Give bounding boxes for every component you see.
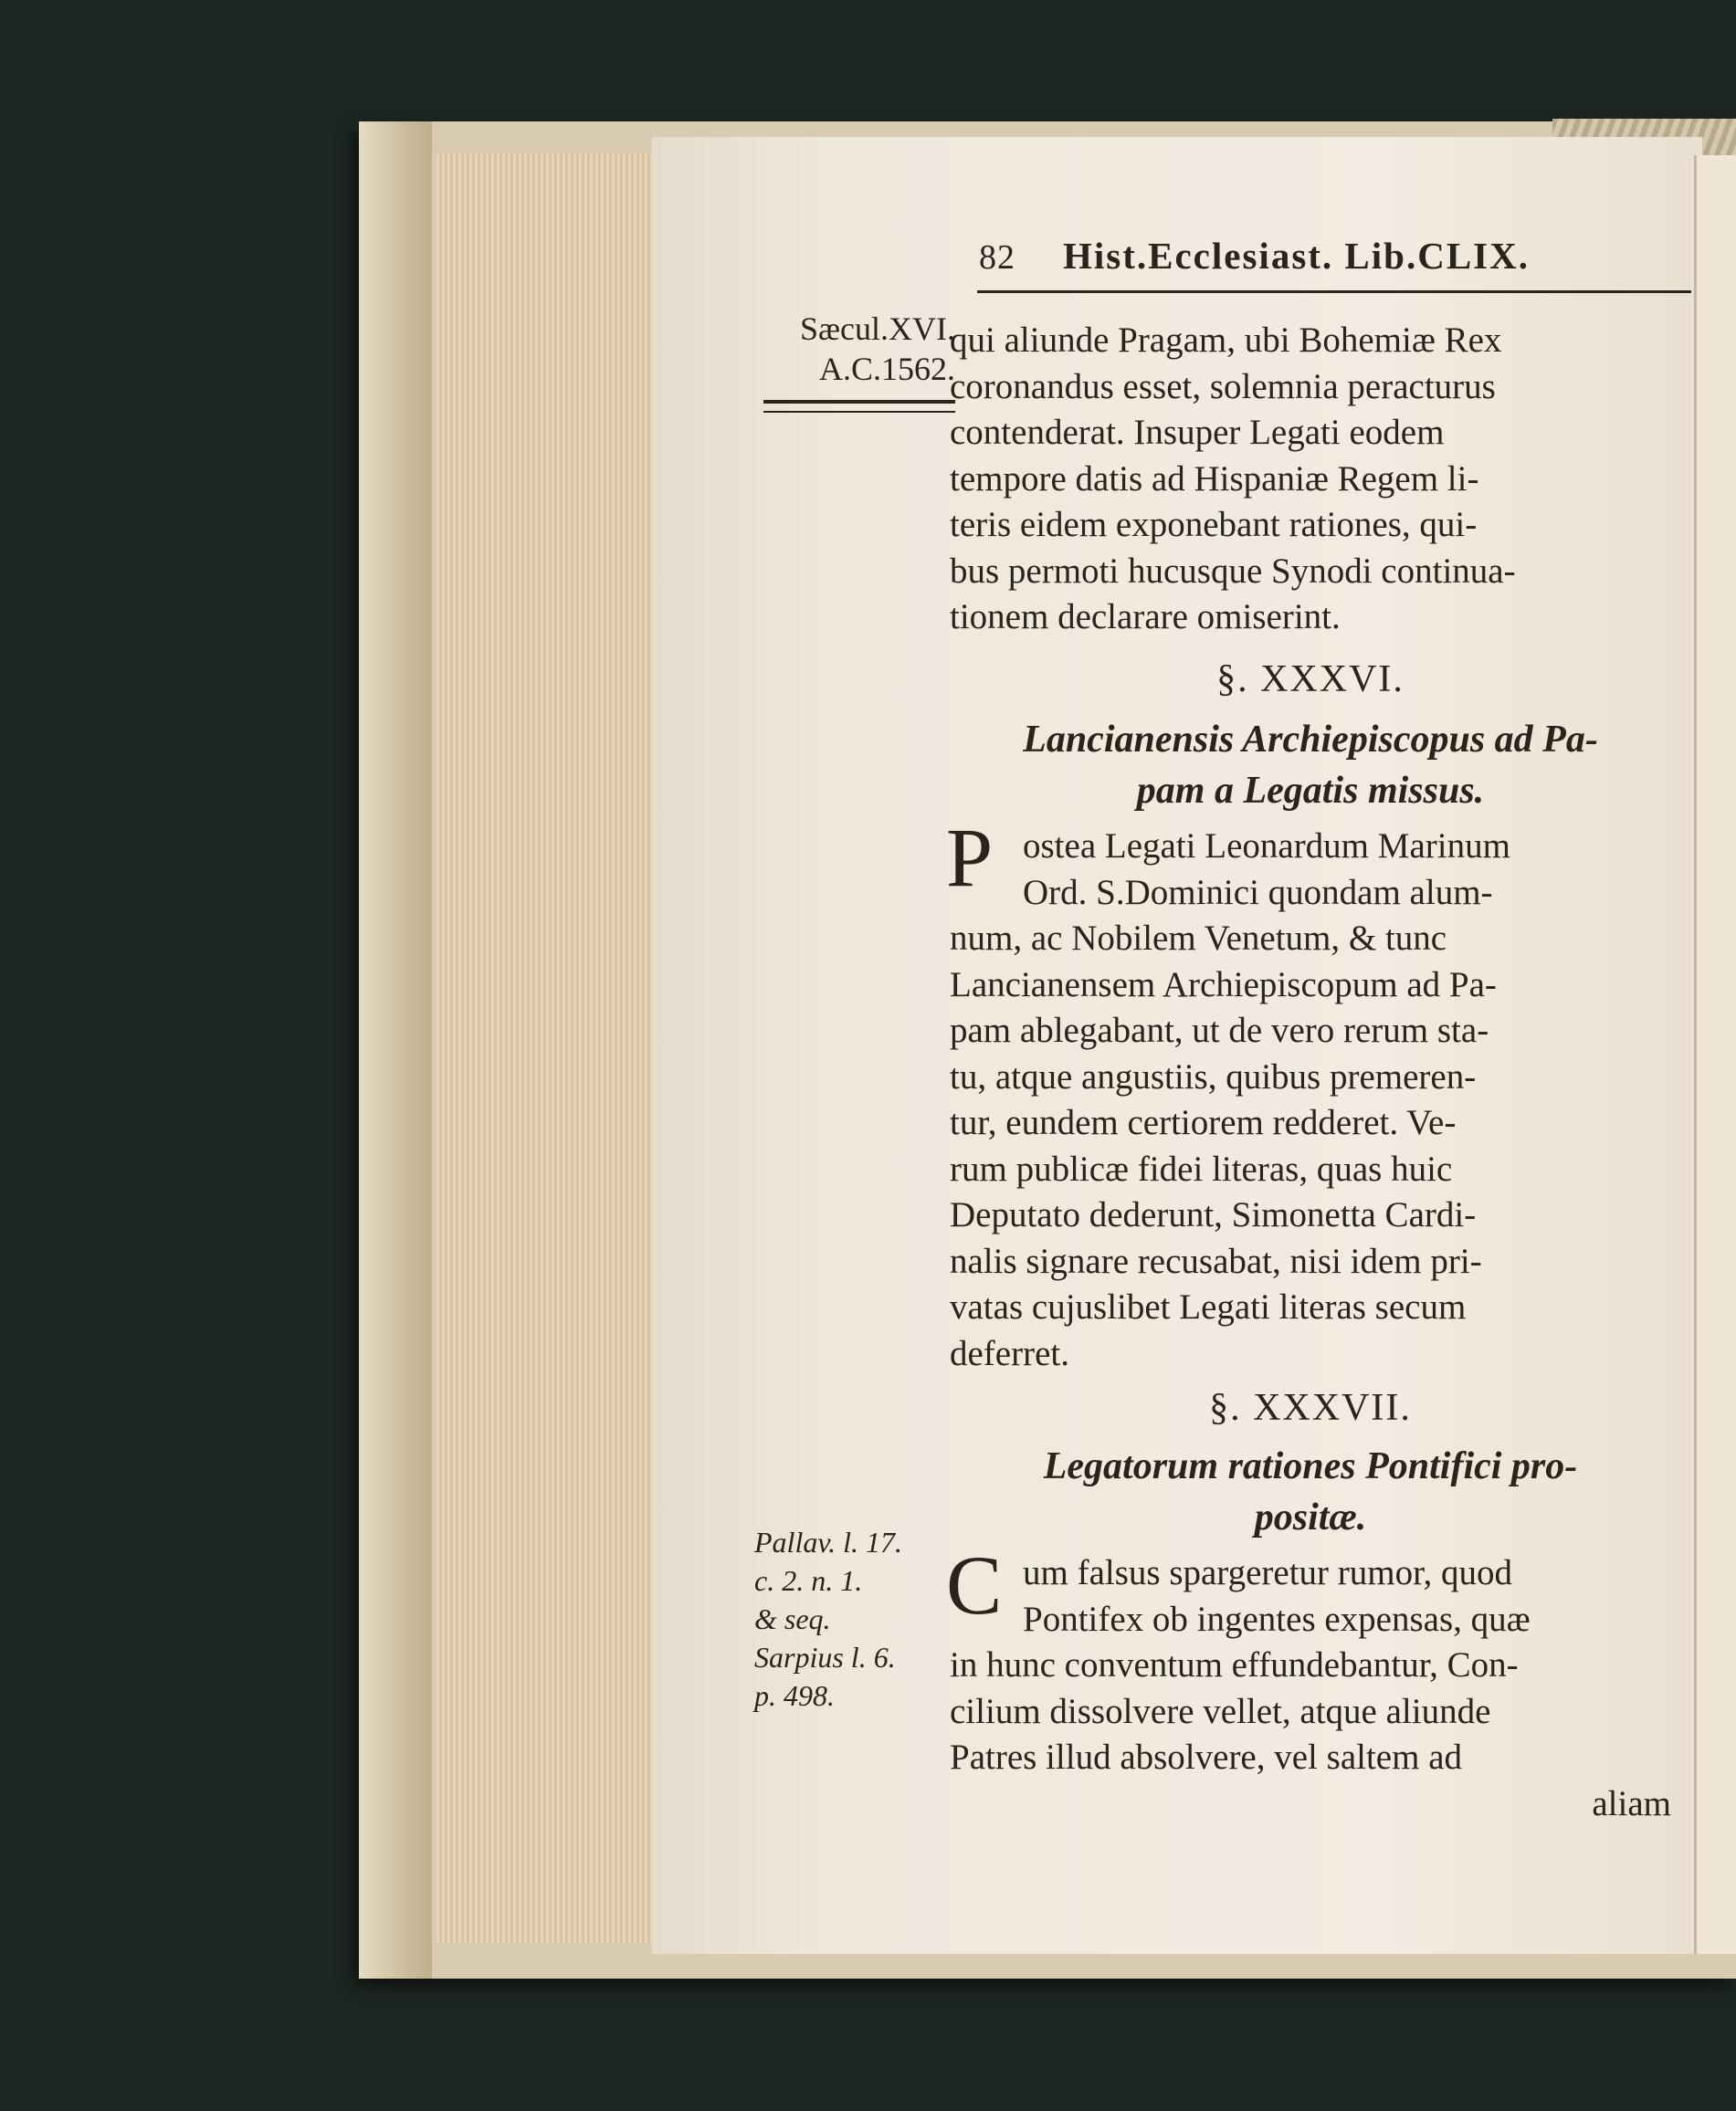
margin-note-line: Pallav. l. 17. (754, 1526, 903, 1559)
section-heading-line: positæ. (1254, 1497, 1367, 1539)
text-line: ostea Legati Leonardum Marinum (1023, 826, 1510, 866)
text-line: pam ablegabant, ut de vero rerum sta- (950, 1011, 1489, 1050)
text-line: in hunc conventum effundebantur, Con- (950, 1645, 1519, 1685)
text-line: tempore datis ad Hispaniæ Regem li- (950, 458, 1479, 499)
margin-note-line: c. 2. n. 1. (754, 1564, 863, 1597)
text-line: Pontifex ob ingentes expensas, quæ (1023, 1599, 1531, 1639)
page-number: 82 (979, 238, 1015, 277)
text-line: vatas cujuslibet Legati literas secum (950, 1287, 1467, 1327)
sidenote-rule (763, 400, 955, 404)
section-heading-line: pam a Legatis missus. (1136, 770, 1485, 812)
text-line: cilium dissolvere vellet, atque aliunde (950, 1691, 1491, 1731)
text-line: Patres illud absolvere, vel saltem ad (950, 1738, 1463, 1777)
paragraph-continued (950, 318, 1671, 641)
margin-reference-note (754, 1523, 955, 1715)
text-line: num, ac Nobilem Venetum, & tunc (950, 919, 1447, 958)
text-line: rum publicæ fidei literas, quas huic (950, 1149, 1453, 1189)
section-paragraph (950, 824, 1671, 1377)
sidenote-century: Sæcul.XVI. (800, 310, 955, 347)
section-heading-line: Legatorum rationes Pontifici pro- (1043, 1445, 1578, 1487)
drop-capital: P (946, 811, 994, 904)
text-line: nalis signare recusabat, nisi idem pri- (950, 1241, 1482, 1281)
drop-capital: C (946, 1539, 1003, 1632)
section-paragraph (950, 1550, 1671, 1827)
text-line: Deputato dederunt, Simonetta Cardi- (950, 1195, 1477, 1234)
sidenote-rule-thin (763, 411, 955, 413)
page-block-edge (437, 153, 667, 1943)
section-heading (950, 1441, 1671, 1543)
section-heading-line: Lancianensis Archiepiscopus ad Pa- (1023, 719, 1598, 761)
century-sidenote (763, 309, 955, 389)
text-line: contenderat. Insuper Legati eodem (950, 413, 1445, 452)
section-number: §. XXXVII. (1209, 1387, 1412, 1429)
facing-page-edge (1694, 155, 1736, 1954)
running-header (961, 232, 1691, 287)
section-number: §. XXXVI. (1216, 658, 1405, 700)
text-line: um falsus spargeretur rumor, quod (1023, 1553, 1513, 1592)
margin-note-line: p. 498. (754, 1679, 835, 1712)
text-line: tionem declarare omiserint. (950, 597, 1341, 636)
cover-fold (359, 121, 432, 1979)
margin-note-line: Sarpius l. 6. (754, 1641, 896, 1674)
header-rule (977, 290, 1691, 293)
text-line: qui aliunde Pragam, ubi Bohemiæ Rex (950, 320, 1502, 360)
text-line: deferret. (950, 1333, 1069, 1373)
text-line: Lancianensem Archiepiscopum ad Pa- (950, 964, 1497, 1004)
text-line: coronandus esset, solemnia peracturus (950, 366, 1496, 406)
margin-note-line: & seq. (754, 1602, 831, 1635)
text-line: bus permoti hucusque Synodi continua- (950, 551, 1516, 591)
text-line: Ord. S.Dominici quondam alum- (1023, 872, 1493, 912)
text-line: teris eidem exponebant rationes, qui- (950, 505, 1478, 544)
sidenote-year: A.C.1562. (818, 351, 955, 387)
running-title: Hist.Ecclesiast. Lib.CLIX. (1063, 235, 1530, 277)
catchword: aliam (1592, 1783, 1671, 1823)
section-heading (950, 714, 1671, 816)
text-line: tu, atque angustiis, quibus premeren- (950, 1056, 1477, 1097)
text-line: tur, eundem certiorem redderet. Ve- (950, 1103, 1457, 1142)
